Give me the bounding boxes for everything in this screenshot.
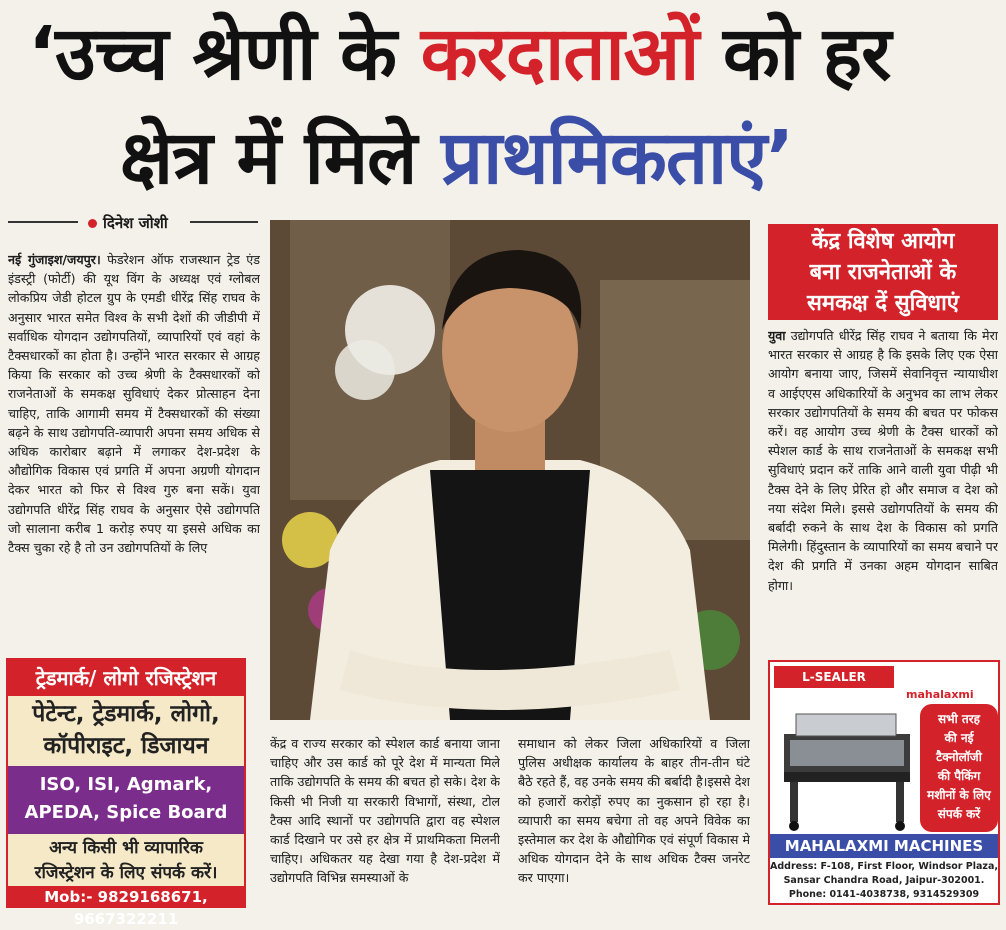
trademark-advertisement [6,658,246,928]
ad-services [8,698,244,762]
ad-offer-line: टैक्नोलॉजी [936,750,982,764]
column-text: समाधान को लेकर जिला अधिकारियों व जिला पुलिस अधीक्षक कार्यालय के बाहर तीन-तीन घंटे बैठे रहते हैं, वह उनके समय की बर्बादी है।इससे देश को हजारों करोड़ों रुपए का नुकसान हो रहा है। व्यापारी का समय बचेगा तो वह अपने विवेक का इस्तेमाल कर देश के औद्योगिक एवं संपूर्ण विकास मे अधिक योगदान देने के साथ अधिक टैक्स जनरेट कर पाएगा। [518,736,750,886]
ad-contact-note [8,836,244,886]
article-column-2 [270,734,500,908]
company-address [770,860,998,902]
headline-highlight-red: करदाताओं [420,11,699,97]
sidebox-heading [768,224,998,320]
ad-contact-line: अन्य किसी भी व्यापारिक [49,838,203,858]
portrait-image [270,220,750,720]
sidebox-text: उद्योगपति धीरेंद्र सिंह राघव ने बताया कि मेरा भारत सरकार से आग्रह है कि इसके लिए एक ऐसा आयोग बनाया जाए, जिसमें सेवानिवृत्त न्यायाधीश व आईएएस अधिकारियों के अनुभव का लाभ लेकर सरकार उद्योगपतियों के समय की बचत पर फोकस करें। वह आयोग उच्च श्रेणी के टैक्स धारकों को स्पेशल कार्ड के साथ राजनेताओं के समकक्ष सभी सुविधाएं प्रदान करें ताकि आने वाली युवा पीढ़ी भी टैक्स देने के लिए प्रेरित हो और समाज व देश को नया संदेश मिले। इससे उद्योगपतियों के समय की बर्बादी रुकने के साथ देश के विकास को प्रगति मिलेगी। हिंदुस्तान के व्यापारियों का समय बचाने पर देश की प्रगति में उनका अहम योगदान साबित होगा। [768,328,998,593]
ad-offer-line: की नई [944,731,974,745]
sidebox-body [768,326,998,652]
ad-offer-bubble [920,704,998,832]
ad-contact-line: रजिस्ट्रेशन के लिए संपर्क करें। [34,863,218,883]
ad-offer-line: मशीनों के लिए [927,788,991,802]
address-line: Address: F-108, First Floor, Windsor Plaza, [770,861,998,872]
bullet-icon [88,219,97,228]
ad-mobile-numbers: Mob:- 9829168671, 9667322211 [8,886,244,908]
article-column-3 [518,734,750,908]
ad-title: L-SEALER MACHINS [774,666,894,688]
ad-certifications-line: APEDA, Spice Board [24,802,228,823]
byline-rule-left [8,221,78,223]
byline [88,213,168,233]
column-text: केंद्र व राज्य सरकार को स्पेशल कार्ड बनाया जाना चाहिए और उस कार्ड को पूरे देश में मान्यता मिले ताकि उद्योगपति के समय की बचत हो सके। देश के किसी भी निजी या सरकारी विभागों, संस्था, टोल टैक्स आदि स्थानों पर उद्योगपति द्वारा वह स्पेशल कार्ड दिखाने पर उसे हर क्षेत्र में प्राथमिकता मिलनी चाहिए। अधिकतर यह देखा गया है देश-प्रदेश में उद्योगपति विभिन्न समस्याओं के [270,736,500,886]
ad-services-line: पेटेन्ट, ट्रेडमार्क, लोगो, [32,701,220,727]
ad-services-line: कॉपीराइट, डिजायन [43,733,209,759]
mahalaxmi-advertisement [768,660,1000,905]
sealer-machine-image [776,694,918,832]
headline-text: क्षेत्र में मिले [120,115,442,201]
column-text: फेडरेशन ऑफ राजस्थान ट्रेड एंड इंडस्ट्री (फोर्टी) की यूथ विंग के अध्यक्ष एवं ग्लोबल लोकप्रिय जेडी होटल ग्रुप के एमडी धीरेंद्र सिंह राघव के अनुसार भारत समेत विश्व के सभी देशों की जीडीपी में सर्वाधिक योगदान उद्योगपतियों, व्यापारियों एवं वहां के टैक्सधारकों का होता है। उन्होंने भारत सरकार से आग्रह किया कि सरकार को उच्च श्रेणी के टैक्सधारकों को राजनेताओं के समकक्ष सुविधाएं देकर प्रोत्साहन देना चाहिए, ताकि आगामी समय में टैक्सधारकों की संख्या बढ़ने के साथ उद्योगपति-व्यापारी अपना समय अधिक से अधिक कारोबार बढ़ाने में लगाकर देश-प्रदेश के औद्योगिक विकास एवं प्रगति में अपना अग्रणी योगदान देकर भारत को फिर से विश्व गुरु बना सकें। युवा उद्योगपति धीरेंद्र सिंह राघव के अनुसार ऐसे उद्योगपति जो सालाना करीब 1 करोड़ रुपए या इससे अधिक का टैक्स चुका रहे है तो उन उद्योगपतियों के लिए [8,252,260,556]
dateline: नई गुंजाइश/जयपुर। [8,252,101,267]
address-line: Sansar Chandra Road, Jaipur-302001. [783,875,985,886]
ad-offer-line: सभी तरह [938,712,980,726]
sidebox-heading-line: समकक्ष दें सुविधाएं [807,291,959,316]
ad-title: ट्रेडमार्क/ लोगो रजिस्ट्रेशन [8,660,244,696]
sidebox-heading-line: केंद्र विशेष आयोग [811,229,955,254]
ad-certifications-line: ISO, ISI, Agmark, [39,774,213,795]
ad-certifications [8,766,244,834]
article-column-1 [8,250,260,650]
headline-line-1 [28,8,890,100]
author-name: दिनेश जोशी [103,214,168,232]
headline-text: ‘उच्च श्रेणी के [28,11,421,97]
headline-highlight-blue: प्राथमिकताएं’ [441,115,794,201]
company-name: MAHALAXMI MACHINES [770,834,998,858]
headline-text: को हर [698,11,891,97]
headline-line-2 [120,108,793,208]
article-photo [270,220,750,720]
ad-offer-line: संपर्क करें [937,807,981,821]
phone-line: Phone: 0141-4038738, 9314529309 [788,889,980,900]
brand-logo: mahalaxmi [906,688,974,701]
sidebox-heading-line: बना राजनेताओं के [809,260,957,285]
byline-rule-right [190,221,258,223]
ad-offer-line: की पैकिंग [937,769,981,783]
sidebox-lead: युवा [768,328,786,343]
